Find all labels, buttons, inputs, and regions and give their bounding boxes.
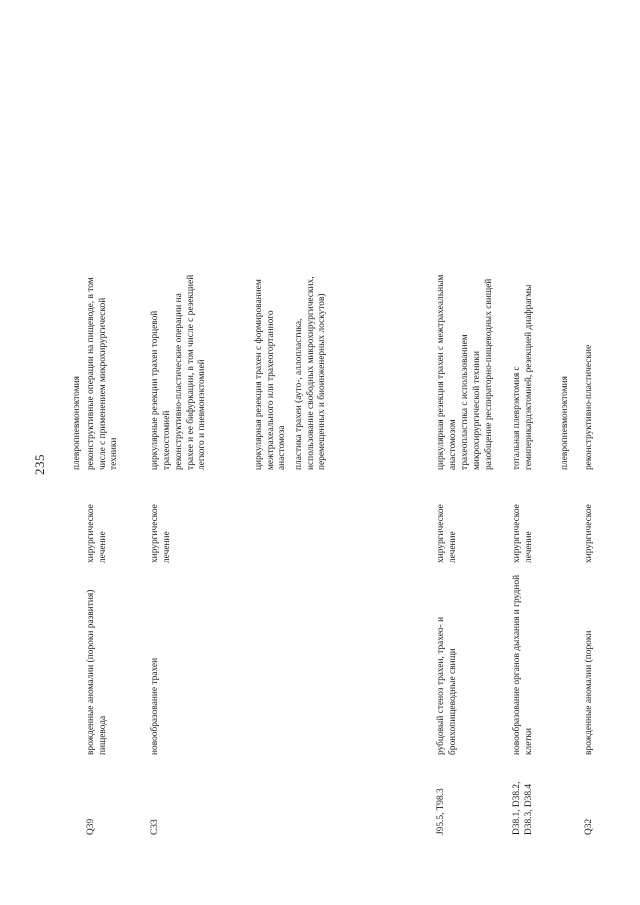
diagnosis-cell: врожденные аномалии (пороки развития) пищевода <box>86 589 108 755</box>
treatment-cell: хирургическое лечение <box>512 504 534 563</box>
code-cell: J95.5, T98.3 <box>436 788 446 835</box>
method-cell: реконструктивные операции на пищеводе, в том числе с применением микрохирургической техники <box>86 277 120 470</box>
code-cell: Q39 <box>86 818 96 835</box>
treatment-cell: хирургическое лечение <box>150 504 172 563</box>
code-cell: C33 <box>150 819 160 835</box>
diagnosis-cell: рубцовый стеноз трахеи, трахео- и бронхопищеводные свищи <box>436 616 458 755</box>
method-cell: трахеопластика с использованием микрохирургической техники <box>460 334 482 470</box>
method-cell: плевропневмонэктомия <box>72 376 82 470</box>
method-cell: пластика трахеи (ауто-, аллопластика, использование свободных микрохирургических, перемещенных и биоинженерных лоскутов) <box>294 276 328 470</box>
method-cell: плевропневмонэктомия <box>560 376 570 470</box>
method-cell: разобщение респираторно-пищеводных свищей <box>484 278 494 470</box>
treatment-cell: хирургическое <box>584 504 594 563</box>
rotated-content <box>32 75 594 835</box>
diagnosis-cell: врожденные аномалии (пороки <box>584 630 594 755</box>
diagnosis-cell: новообразование органов дыхания и грудной клетки <box>512 574 534 755</box>
method-cell: реконструктивно-пластические <box>584 344 594 470</box>
method-cell: циркулярная резекция трахеи с межтрахеальным анастомозом <box>436 274 458 470</box>
method-cell: циркулярные резекции трахеи торцевой трахеостомией <box>150 310 172 470</box>
method-cell: реконструктивно-пластические операции на трахее и ее бифуркации, в том числе с резекцией легкого и пневмонэктомией <box>174 274 208 470</box>
method-cell: циркулярная резекция трахеи с формированием межтрахеального или трахеогортанного анастомоза <box>254 279 288 470</box>
method-cell: тотальная плеврэктомия с гемиперикардэктомией, резекцией диафрагмы <box>512 284 534 470</box>
code-cell: Q32 <box>584 818 594 835</box>
page-number: 235 <box>32 454 47 475</box>
diagnosis-cell: новообразование трахеи <box>150 657 160 755</box>
code-cell: D38.1, D38.2, D38.3, D38.4 <box>512 781 534 835</box>
treatment-cell: хирургическое лечение <box>436 504 458 563</box>
treatment-cell: хирургическое лечение <box>86 504 108 563</box>
